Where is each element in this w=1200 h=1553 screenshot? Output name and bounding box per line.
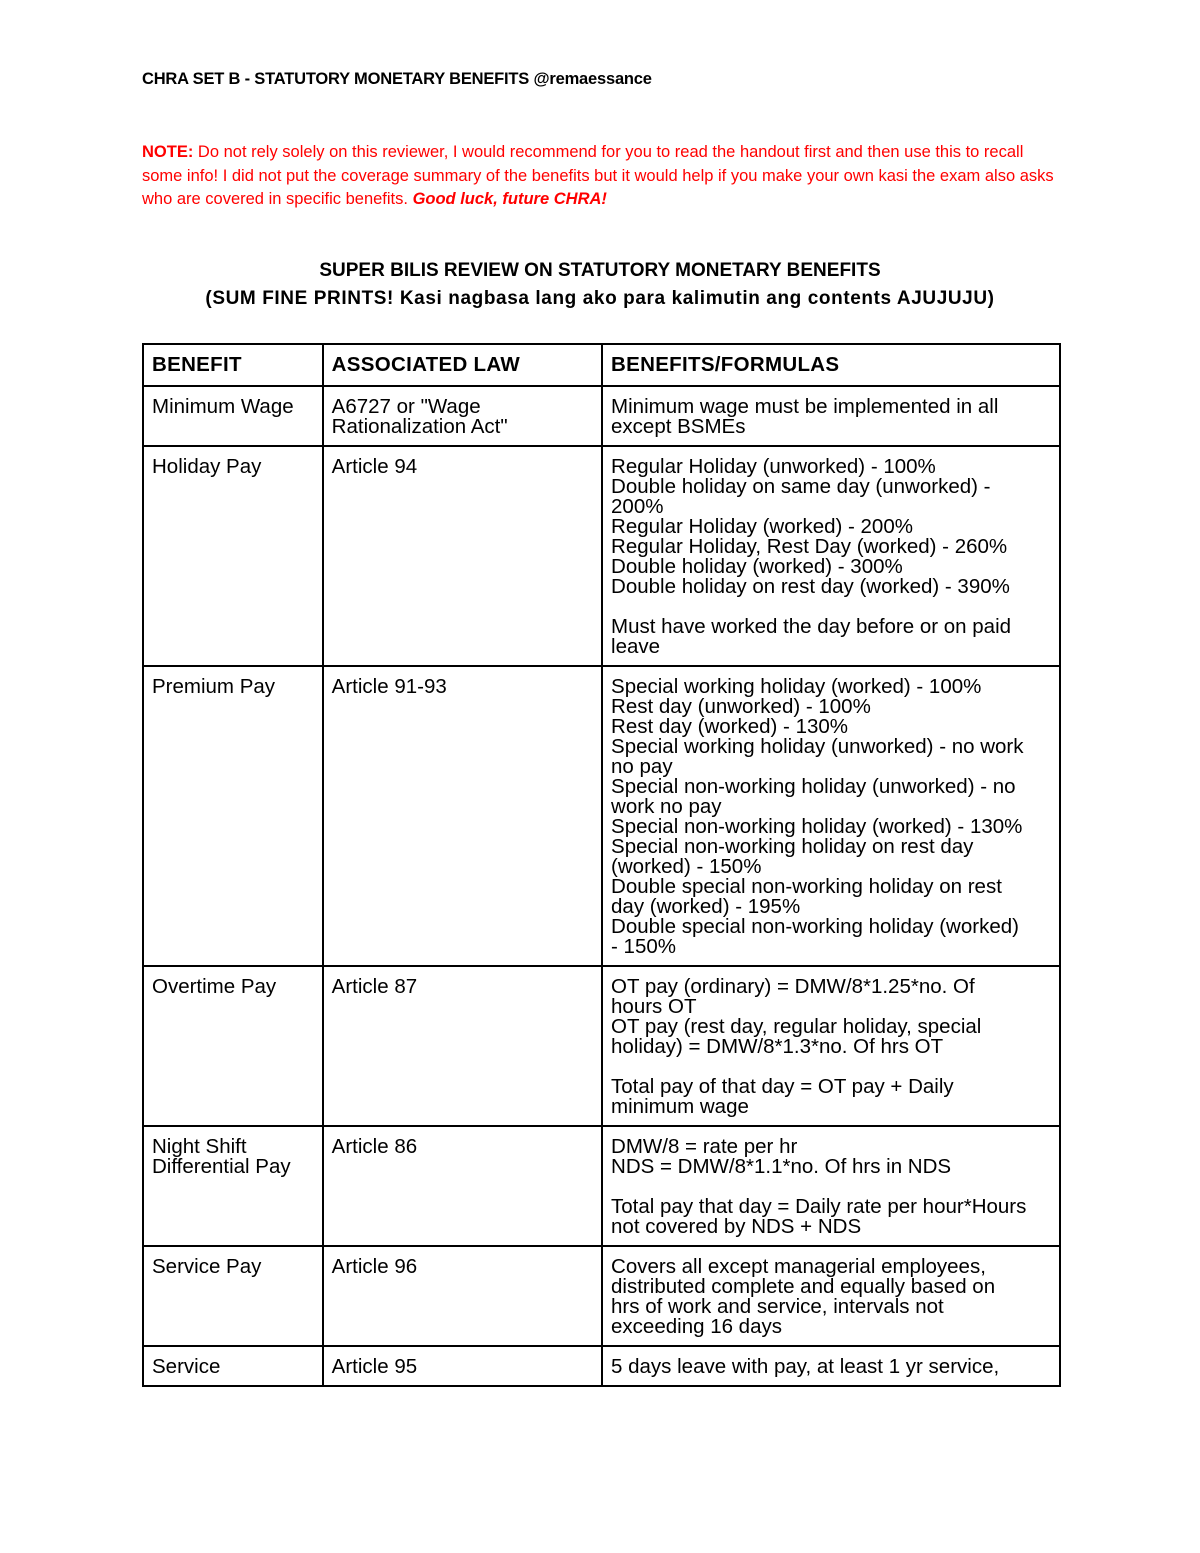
cell-line: DMW/8 = rate per hr [611,1135,798,1158]
formulas-cell [602,446,1060,666]
table-row [143,446,1060,666]
cell-line: work no pay [611,795,722,818]
cell-line: OT pay (rest day, regular holiday, special [611,1015,982,1038]
formulas-cell [602,1246,1060,1346]
review-subtitle: (SUM FINE PRINTS! Kasi nagbasa lang ako para kalimutin ang contents AJUJUJU) [205,288,995,309]
document-header: CHRA SET B - STATUTORY MONETARY BENEFITS @remaessance [142,70,652,88]
note-closing: Good luck, future CHRA! [412,190,607,208]
cell-line: Covers all except managerial employees, [611,1255,986,1278]
cell-line: (worked) - 150% [611,855,762,878]
cell-line: - 150% [611,935,676,958]
formulas-cell [602,1346,1060,1386]
cell-line: Double special non-working holiday (worked) [611,915,1019,938]
cell-line: Night Shift [152,1135,247,1158]
cell-line: Article 95 [331,1355,418,1378]
cell-line: except BSMEs [611,415,746,438]
cell-line: Minimum Wage [152,395,294,418]
benefit-cell [143,1346,323,1386]
cell-line: distributed complete and equally based on [611,1275,996,1298]
cell-line: exceeding 16 days [611,1315,782,1338]
cell-line: Must have worked the day before or on paid [611,615,1012,638]
cell-line: 5 days leave with pay, at least 1 yr service, [611,1355,1000,1378]
cell-line: Double special non-working holiday on rest [611,875,1002,898]
cell-line: Special working holiday (unworked) - no work [611,735,1024,758]
cell-line: hours OT [611,995,697,1018]
cell-line: Service [152,1355,221,1378]
cell-line: Double holiday on rest day (worked) - 390% [611,575,1010,598]
cell-line: Differential Pay [152,1155,291,1178]
blank-line [611,597,1051,617]
note-body: Do not rely solely on this reviewer, I would recommend for you to read the handout first and then use this to recall some info! I did not put the coverage summary of the benefits but it would help if you make your own kasi the exam also asks who are covered in specific benefits. [142,143,1054,208]
cell-line: Double holiday on same day (unworked) - [611,475,991,498]
cell-line: Regular Holiday (worked) - 200% [611,515,913,538]
table-row [143,1246,1060,1346]
cell-line: Regular Holiday (unworked) - 100% [611,455,936,478]
cell-line: leave [611,635,661,658]
cell-line: OT pay (ordinary) = DMW/8*1.25*no. Of [611,975,975,998]
cell-line: Rationalization Act" [331,415,508,438]
benefits-table [142,343,1061,1387]
cell-line: Special non-working holiday on rest day [611,835,974,858]
cell-line: Double holiday (worked) - 300% [611,555,903,578]
header-benefit: BENEFIT [143,344,323,386]
law-cell [323,446,602,666]
cell-line: Total pay that day = Daily rate per hour*Hours [611,1195,1027,1218]
review-title: SUPER BILIS REVIEW ON STATUTORY MONETARY BENEFITS [319,260,881,281]
header-benefits-formulas: BENEFITS/FORMULAS [602,344,1060,386]
law-cell [323,386,602,446]
formulas-cell [602,666,1060,966]
law-cell [323,1126,602,1246]
cell-line: minimum wage [611,1095,749,1118]
cell-line: A6727 or "Wage [331,395,481,418]
cell-line: no pay [611,755,673,778]
cell-line: Article 87 [331,975,418,998]
header-associated-law: ASSOCIATED LAW [323,344,602,386]
benefit-cell [143,1246,323,1346]
cell-line: Special non-working holiday (unworked) - no [611,775,1016,798]
cell-line: Holiday Pay [152,455,262,478]
law-cell [323,666,602,966]
table-body [143,386,1060,1386]
law-cell [323,1246,602,1346]
cell-line: NDS = DMW/8*1.1*no. Of hrs in NDS [611,1155,952,1178]
cell-line: Total pay of that day = OT pay + Daily [611,1075,954,1098]
table-header-row [143,344,1060,386]
benefit-cell [143,386,323,446]
blank-line [611,1057,1051,1077]
benefit-cell [143,1126,323,1246]
table-row [143,1126,1060,1246]
cell-line: Article 86 [331,1135,418,1158]
blank-line [611,1177,1051,1197]
formulas-cell [602,1126,1060,1246]
cell-line: Overtime Pay [152,975,277,998]
note-label: NOTE: [142,143,194,161]
note-paragraph [142,141,1062,212]
cell-line: Article 96 [331,1255,418,1278]
benefit-cell [143,666,323,966]
cell-line: Service Pay [152,1255,262,1278]
formulas-cell [602,966,1060,1126]
cell-line: Special working holiday (worked) - 100% [611,675,982,698]
cell-line: 200% [611,495,664,518]
cell-line: hrs of work and service, intervals not [611,1295,944,1318]
cell-line: Minimum wage must be implemented in all [611,395,999,418]
cell-line: Special non-working holiday (worked) - 130% [611,815,1023,838]
benefit-cell [143,966,323,1126]
cell-line: holiday) = DMW/8*1.3*no. Of hrs OT [611,1035,944,1058]
law-cell [323,966,602,1126]
cell-line: not covered by NDS + NDS [611,1215,862,1238]
cell-line: Article 91-93 [331,675,447,698]
formulas-cell [602,386,1060,446]
cell-line: Rest day (worked) - 130% [611,715,849,738]
table-row [143,1346,1060,1386]
cell-line: Article 94 [331,455,418,478]
table-row [143,386,1060,446]
table-row [143,666,1060,966]
cell-line: Regular Holiday, Rest Day (worked) - 260% [611,535,1008,558]
cell-line: Premium Pay [152,675,276,698]
benefit-cell [143,446,323,666]
cell-line: Rest day (unworked) - 100% [611,695,871,718]
law-cell [323,1346,602,1386]
table-row [143,966,1060,1126]
cell-line: day (worked) - 195% [611,895,801,918]
